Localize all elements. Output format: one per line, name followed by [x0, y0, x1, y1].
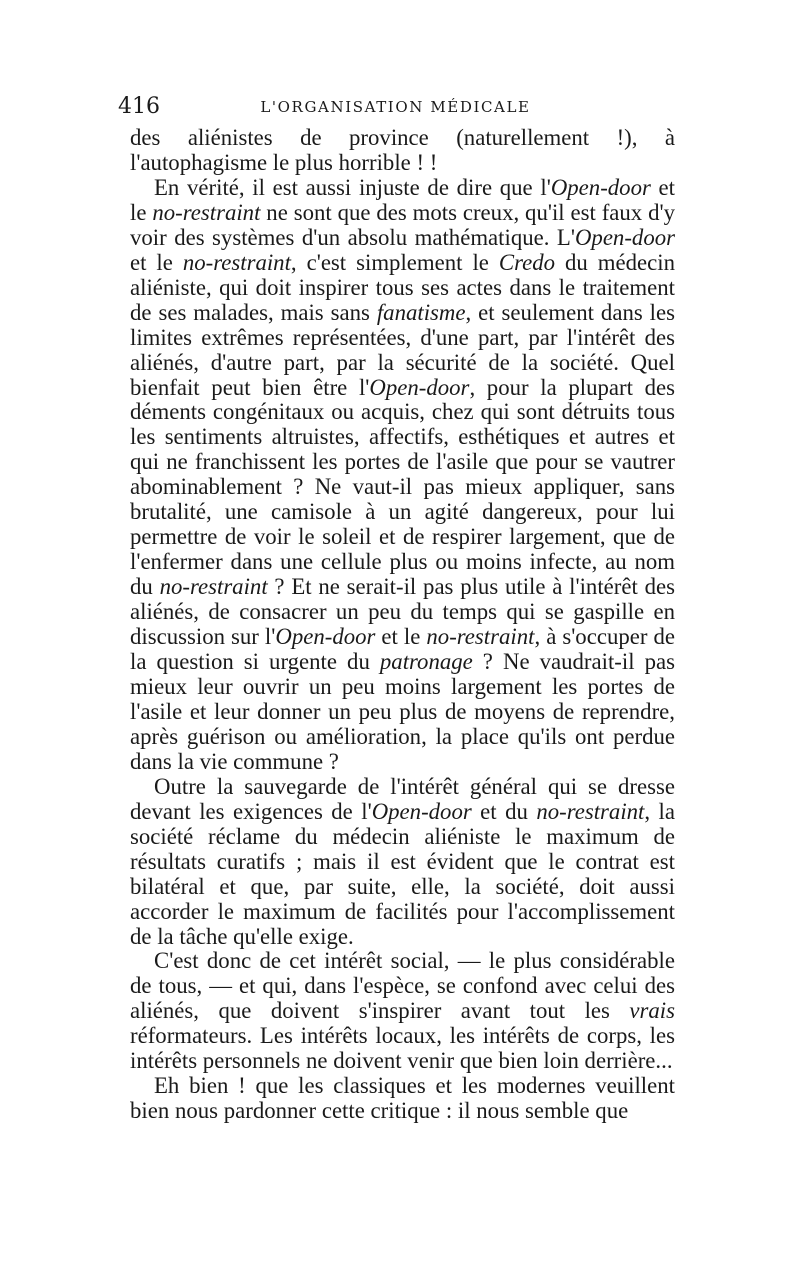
text-run: Eh bien ! que les classiques et les modernes veuillent bien nous pardonner cette critique : il nous semble que — [130, 1073, 675, 1124]
text-run: , la société réclame du médecin aliéniste le maximum de résultats curatifs ; mais il est évident que le contrat est bilatéral et que, par suite, elle, la société, doit aussi accorder le maximum de facilités pour l'accomplissement de la tâche qu'elle exige. — [130, 798, 675, 949]
italic-term: no-restraint — [159, 574, 268, 600]
paragraph-5 — [130, 1074, 675, 1124]
text-run: , c'est simplement le — [290, 249, 499, 275]
italic-term: Open-door — [550, 174, 651, 200]
paragraph-1 — [130, 126, 675, 176]
italic-term: fanatisme — [376, 299, 466, 325]
italic-term: no-restraint — [152, 199, 261, 225]
text-run: et le — [130, 249, 183, 275]
text-run: , et seulement dans les limites extrêmes représentées, d'une part, par l'intérêt des aliénés, d'autre part, par la sécurité de la société. Quel bienfait peut bien être l' — [130, 299, 675, 400]
text-run: et le — [375, 624, 427, 650]
text-run: des aliénistes de province (naturellement !), à l'autophagisme le plus horrible ! ! — [130, 125, 675, 175]
italic-term: vrais — [629, 998, 675, 1024]
paragraph-4 — [130, 949, 675, 1074]
italic-term: no-restraint — [426, 624, 535, 650]
text-run: ? Et ne serait-il pas plus utile à l'intérêt des aliénés, de consacrer un peu du temps qui se gaspille en discussion sur l' — [130, 574, 675, 650]
text-run: En vérité, il est aussi injuste de dire que l' — [154, 174, 551, 200]
text-run: C'est donc de cet intérêt social, — le plus considérable de tous, — et qui, dans l'espèce, se confond avec celui des aliénés, que doivent s'inspirer avant tout les — [130, 948, 675, 1024]
text-run: ? Ne vaudrait-il pas mieux leur ouvrir un peu moins largement les portes de l'asile et leur donner un peu plus de moyens de reprendre, après guérison ou amélioration, la place qu'ils ont perdue dans la vie commune ? — [130, 649, 675, 774]
text-run: et le — [130, 174, 675, 225]
italic-term: Credo — [498, 249, 556, 275]
italic-term: Open-door — [371, 798, 472, 824]
running-title: L'ORGANISATION MÉDICALE — [260, 98, 531, 116]
text-run: ne sont que des mots creux, qu'il est faux d'y voir des systèmes d'un absolu mathématique. L' — [130, 199, 675, 250]
page-number: 416 — [118, 94, 160, 119]
text-run: réformateurs. Les intérêts locaux, les intérêts de corps, les intérêts personnels ne doivent venir que bien loin derrière... — [130, 1023, 675, 1074]
italic-term: patronage — [379, 649, 473, 675]
italic-term: Open-door — [369, 374, 470, 400]
body-text — [130, 126, 675, 1124]
paragraph-2 — [130, 176, 675, 775]
text-run: , à s'occuper de la question si urgente du — [130, 624, 675, 675]
text-run: , pour la plupart des déments congénitaux ou acquis, chez qui sont détruits tous les sentiments altruistes, affectifs, esthétiques et autres et qui ne franchissent les portes de l'asile que pour se vautrer abominablement ? Ne vaut-il pas mieux appliquer, sans brutalité, une camisole à un agité dangereux, pour lui permettre de voir le soleil et de respirer largement, que de l'enfermer dans une cellule plus ou moins infecte, au nom du — [130, 374, 675, 600]
italic-term: no-restraint — [536, 798, 645, 824]
italic-term: Open-door — [574, 224, 675, 250]
italic-term: Open-door — [275, 624, 376, 650]
paragraph-3 — [130, 775, 675, 950]
text-run: Outre la sauvegarde de l'intérêt général qui se dresse devant les exigences de l' — [130, 773, 675, 824]
text-run: du médecin aliéniste, qui doit inspirer tous ses actes dans le traitement de ses malades, mais sans — [130, 249, 675, 325]
italic-term: no-restraint — [182, 249, 291, 275]
text-run: et du — [471, 798, 537, 824]
running-head — [118, 92, 673, 122]
